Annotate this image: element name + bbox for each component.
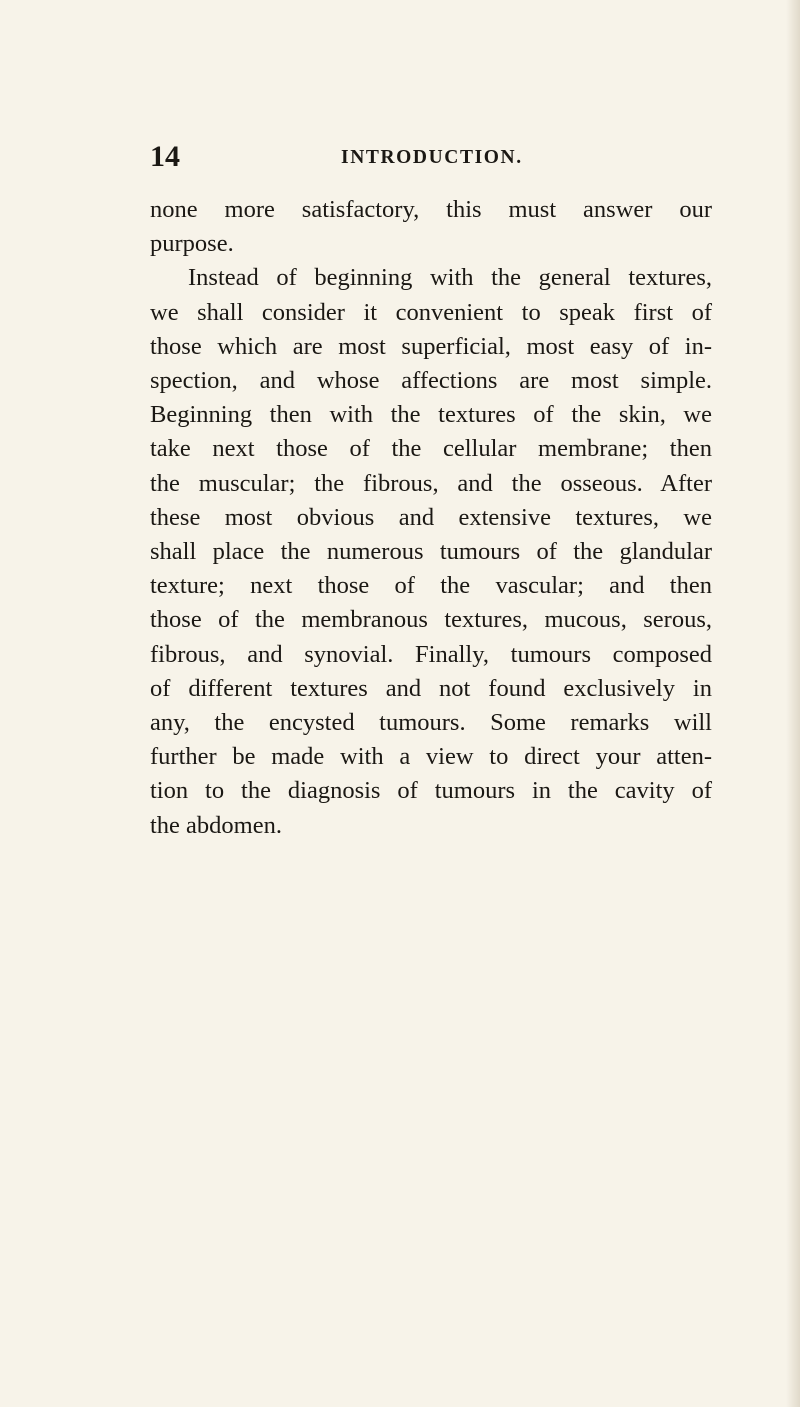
text-line: purpose. <box>150 230 234 258</box>
text-line: these most obvious and extensive textures, we <box>150 503 712 531</box>
text-line: those which are most superficial, most easy of in- <box>150 332 712 360</box>
text-line: further be made with a view to direct your atten- <box>150 743 712 771</box>
text-line: fibrous, and synovial. Finally, tumours composed <box>150 640 712 668</box>
text-line: Instead of beginning with the general textures, <box>188 264 712 292</box>
text-line: shall place the numerous tumours of the glandular <box>150 538 712 566</box>
text-line: texture; next those of the vascular; and then <box>150 572 712 600</box>
text-line: none more satisfactory, this must answer our <box>150 196 712 223</box>
body-text <box>150 193 712 843</box>
text-line: spection, and whose affections are most simple. <box>150 367 712 395</box>
page-number: 14 <box>150 140 180 173</box>
text-line: we shall consider it convenient to speak first of <box>150 298 712 326</box>
page-header <box>150 139 710 179</box>
text-line: the muscular; the fibrous, and the osseous. After <box>150 469 712 497</box>
text-line: the abdomen. <box>150 811 282 839</box>
text-line: those of the membranous textures, mucous, serous, <box>150 606 712 634</box>
running-head: INTRODUCTION. <box>341 147 523 168</box>
text-line: any, the encysted tumours. Some remarks will <box>150 709 712 737</box>
text-line: of different textures and not found exclusively in <box>150 674 712 702</box>
text-line: take next those of the cellular membrane; then <box>150 435 712 463</box>
page-edge-shadow <box>786 0 800 1407</box>
text-line: tion to the diagnosis of tumours in the cavity of <box>150 777 712 805</box>
text-line: Beginning then with the textures of the skin, we <box>150 401 712 429</box>
